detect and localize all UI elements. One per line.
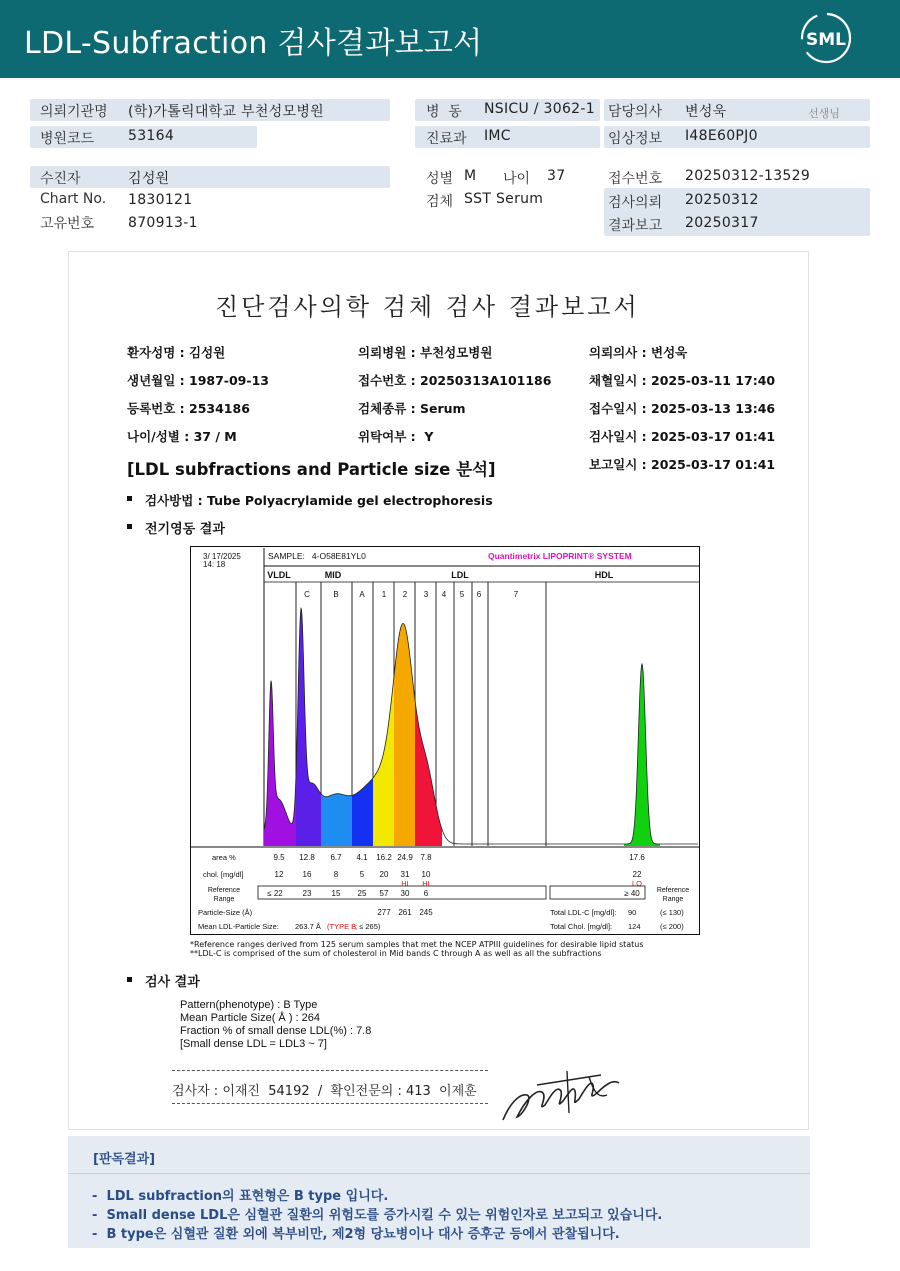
ref-value: 30 <box>400 889 410 898</box>
ref-value: 25 <box>357 889 367 898</box>
clinical-value: I48E60PJ0 <box>685 128 758 144</box>
area-value: 16.2 <box>376 853 392 862</box>
chart-time: 14: 18 <box>203 560 226 569</box>
hospital-code-value: 53164 <box>128 128 175 144</box>
chol-value: 5 <box>359 870 365 879</box>
size-value: 277 <box>377 908 391 917</box>
dept-value: IMC <box>484 128 511 144</box>
ref-value: 23 <box>302 889 312 898</box>
age-label: 나이 <box>503 171 531 187</box>
total-chol-value: 124 <box>628 922 641 931</box>
mean-ref: ; ≤ 265) <box>355 922 381 931</box>
analysis-section-title: [LDL subfractions and Particle size 분석] <box>127 460 496 479</box>
chart-frame <box>191 547 700 935</box>
sml-logo <box>800 12 852 64</box>
lipoprint-chart <box>190 546 700 936</box>
chart-note-1: *Reference ranges derived from 125 serum samples that met the NCEP ATPIII guidelines for desirable lipid status <box>190 940 644 949</box>
age-value: 37 <box>547 168 566 184</box>
total-ldl-ref: (≤ 130) <box>660 908 684 917</box>
band-label-1: 1 <box>381 590 387 599</box>
result-title: 검사 결과 <box>145 975 200 990</box>
mean-label: Mean LDL-Particle Size: <box>198 922 279 931</box>
area-value: 12.8 <box>299 853 315 862</box>
area-value: 17.6 <box>629 853 645 862</box>
sex-label: 성별 <box>426 171 454 187</box>
interpretation-line-1: - LDL subfraction의 표현형은 B type 입니다. <box>92 1189 389 1204</box>
logo-text: SML <box>806 30 846 50</box>
unique-id-value: 870913-1 <box>128 215 198 231</box>
result-line-2: Mean Particle Size( Å ) : 264 <box>180 1012 321 1024</box>
area-value: 7.8 <box>420 853 432 862</box>
total-ldl-value: 90 <box>628 908 637 917</box>
flag-lo: LO <box>631 879 643 888</box>
flag-hi: HI <box>422 879 430 888</box>
band-label-C: C <box>304 590 310 599</box>
interpretation-header <box>68 1136 810 1174</box>
field-doctor: 의뢰의사 : 변성욱 <box>589 345 688 360</box>
ref-value: ≤ 22 <box>267 889 283 898</box>
bullet <box>127 496 132 501</box>
area-value: 4.1 <box>356 853 368 862</box>
interpretation-line-3: - B type은 심혈관 질환 외에 복부비만, 제2형 당뇨병이나 대사 증후군 등에서 관찰됩니다. <box>92 1227 620 1242</box>
mean-value: 263.7 Å <box>295 922 321 931</box>
chol-value: 31 <box>400 870 410 879</box>
area-value: 9.5 <box>273 853 285 862</box>
group-label-ldl: LDL <box>451 570 469 580</box>
ref-label-1: Reference <box>207 887 241 894</box>
total-chol-ref: (≤ 200) <box>660 922 684 931</box>
field-receipt: 접수번호 : 20250313A101186 <box>358 373 552 388</box>
size-value: 261 <box>398 908 412 917</box>
field-tested: 검사일시 : 2025-03-17 01:41 <box>589 429 776 444</box>
specimen-label: 검체 <box>426 194 454 210</box>
report-title: 진단검사의학 검체 검사 결과보고서 <box>215 293 640 321</box>
doctor-suffix: 선생님 <box>808 107 840 120</box>
result-line-3: Fraction % of small dense LDL(%) : 7.8 <box>180 1025 372 1037</box>
field-name: 환자성명 : 김성원 <box>127 345 226 360</box>
signature-image <box>497 1065 627 1127</box>
band-label-B: B <box>333 590 339 599</box>
institution-value: (학)가톨릭대학교 부천성모병원 <box>128 104 324 120</box>
field-collected: 채혈일시 : 2025-03-11 17:40 <box>589 373 776 388</box>
chart-brand: Quantimetrix LIPOPRINT® SYSTEM <box>488 551 632 561</box>
ref-value: ≥ 40 <box>624 889 640 898</box>
field-agesex: 나이/성별 : 37 / M <box>127 429 237 444</box>
band-label-2: 2 <box>402 590 408 599</box>
chart-sample: SAMPLE: 4-O58E81YL0 <box>268 551 366 561</box>
patient-value: 김성원 <box>128 171 170 187</box>
field-birth: 생년월일 : 1987-09-13 <box>127 373 269 388</box>
receipt-label: 접수번호 <box>608 171 663 187</box>
ref-value: 15 <box>331 889 341 898</box>
ward-label: 병 동 <box>426 104 462 120</box>
field-hospital: 의뢰병원 : 부천성모병원 <box>358 345 493 360</box>
method-text: 검사방법 : Tube Polyacrylamide gel electrophoresis <box>145 493 493 508</box>
chol-value: 8 <box>333 870 339 879</box>
hdl-ref-label-2: Range <box>662 896 684 903</box>
ref-value: 6 <box>423 889 429 898</box>
page-title: LDL-Subfraction 검사결과보고서 <box>24 26 483 61</box>
report-label: 결과보고 <box>608 218 663 234</box>
doctor-value: 변성욱 <box>685 104 727 120</box>
chol-value: 16 <box>302 870 312 879</box>
request-label: 검사의뢰 <box>608 195 663 211</box>
band-label-3: 3 <box>423 590 429 599</box>
institution-label: 의뢰기관명 <box>40 104 108 120</box>
chart-no-value: 1830121 <box>128 192 193 208</box>
interpretation-line-2: - Small dense LDL은 심혈관 질환의 위험도를 증가시킬 수 있는 위험인자로 보고되고 있습니다. <box>92 1208 663 1223</box>
interpretation-title: [판독결과] <box>93 1152 156 1167</box>
field-specimen: 검체종류 : Serum <box>358 401 466 416</box>
unique-id-label: 고유번호 <box>40 216 95 232</box>
result-line-4: [Small dense LDL = LDL3 ~ 7] <box>180 1038 327 1050</box>
request-value: 20250312 <box>685 192 759 208</box>
band-label-5: 5 <box>459 590 465 599</box>
flag-hi: HI <box>401 879 409 888</box>
hdl-ref-label-1: Reference <box>656 887 690 894</box>
chart-note-2: **LDL-C is comprised of the sum of cholesterol in Mid bands C through A as well as all the subfractions <box>190 949 602 958</box>
result-line-1: Pattern(phenotype) : B Type <box>180 999 318 1011</box>
sex-value: M <box>464 168 477 184</box>
total-chol-label: Total Chol. [mg/dl]: <box>550 922 613 931</box>
band-label-A: A <box>359 590 365 599</box>
patient-label: 수진자 <box>40 171 81 187</box>
field-received: 접수일시 : 2025-03-13 13:46 <box>589 401 776 416</box>
chart-no-label: Chart No. <box>40 191 107 207</box>
dept-label: 진료과 <box>426 131 467 147</box>
chol-value: 12 <box>274 870 284 879</box>
hospital-code-label: 병원코드 <box>40 131 95 147</box>
chart-fill-2 <box>321 794 352 846</box>
row-label-chol: chol. [mg/dl] <box>203 870 244 879</box>
field-reported: 보고일시 : 2025-03-17 01:41 <box>589 457 776 472</box>
signature-dash-top <box>172 1070 488 1071</box>
field-consign: 위탁여부 : Y <box>358 429 434 444</box>
mean-type: (TYPE B <box>327 922 357 931</box>
signature-dash-bottom <box>172 1103 488 1104</box>
group-label-mid: MID <box>324 570 342 580</box>
chol-value: 20 <box>379 870 389 879</box>
band-label-7: 7 <box>513 590 519 599</box>
group-label-hdl: HDL <box>594 570 614 580</box>
electro-title: 전기영동 결과 <box>145 522 225 537</box>
chol-value: 22 <box>632 870 642 879</box>
row-label-area: area % <box>212 853 236 862</box>
total-ldl-label: Total LDL-C [mg/dl]: <box>550 908 617 917</box>
chart-date: 3/ 17/2025 <box>203 552 241 561</box>
size-value: 245 <box>419 908 433 917</box>
bullet <box>127 977 132 982</box>
report-value: 20250317 <box>685 215 759 231</box>
field-reg: 등록번호 : 2534186 <box>127 401 250 416</box>
chol-value: 10 <box>421 870 431 879</box>
area-value: 24.9 <box>397 853 413 862</box>
specimen-value: SST Serum <box>464 191 544 207</box>
band-label-6: 6 <box>476 590 482 599</box>
bullet <box>127 524 132 529</box>
ref-value: 57 <box>379 889 389 898</box>
band-label-4: 4 <box>441 590 447 599</box>
signature-line: 검사자 : 이재진 54192 / 확인전문의 : 413 이제훈 <box>172 1084 477 1099</box>
ref-label-2: Range <box>213 896 235 903</box>
size-label: Particle-Size (Å) <box>198 908 253 917</box>
group-label-vldl: VLDL <box>267 570 291 580</box>
patient-bar <box>30 166 390 188</box>
receipt-value: 20250312-13529 <box>685 168 811 184</box>
clinical-label: 임상정보 <box>608 131 663 147</box>
ward-value: NSICU / 3062-1 <box>484 101 595 117</box>
doctor-label: 담당의사 <box>608 104 663 120</box>
area-value: 6.7 <box>330 853 342 862</box>
